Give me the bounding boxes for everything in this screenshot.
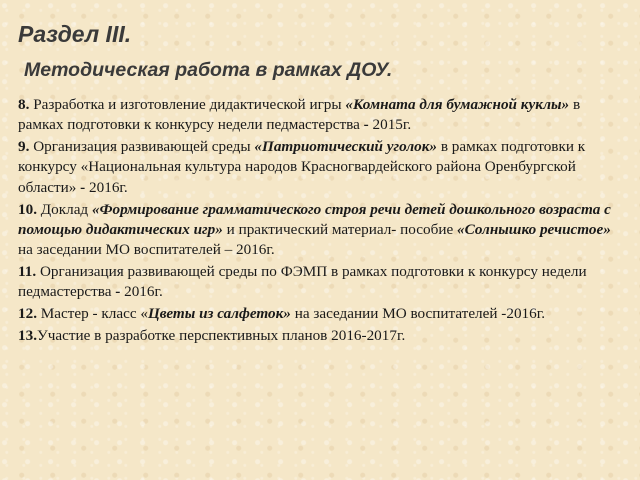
list-item [18, 200, 622, 261]
work-list [18, 95, 622, 348]
item-text: Разработка и изготовление дидактической игры [29, 96, 346, 113]
item-text: и практический материал- пособие [222, 220, 457, 238]
item-text: Участие в разработке перспективных планов 2016-2017г. [36, 327, 406, 345]
list-item [18, 137, 622, 198]
item-text: 2015г. [368, 116, 412, 134]
section-title: Раздел III. [18, 21, 132, 47]
item-text: на заседании МО воспитателей – 2016г. [18, 241, 275, 259]
item-text: Мастер - класс « [36, 305, 148, 323]
item-text: в рамках подготовки к конкурсу «Национальная культура народов Красногвардейского района Оренбургской области» [18, 138, 586, 196]
item-highlight: Цветы из салфеток» [147, 305, 291, 323]
list-item [18, 304, 622, 324]
item-text: Организация развивающей среды по ФЭМП в рамках подготовки к конкурсу недели педмастерства [18, 263, 587, 301]
item-text: в рамках подготовки к конкурсу недели педмастерства [18, 96, 581, 134]
item-number: 13. [18, 327, 37, 345]
item-number: 9. [18, 138, 30, 156]
item-highlight: «Патриотический уголок» [254, 138, 438, 156]
item-number: 8. [18, 96, 30, 113]
item-highlight: «Солнышко речистое» [457, 220, 611, 238]
item-text: Организация развивающей среды [29, 138, 255, 156]
item-number: 10. [18, 200, 37, 218]
item-text: 2016г. [120, 283, 163, 301]
item-text: Доклад [36, 200, 92, 218]
item-text: на заседании МО воспитателей -2016г. [290, 305, 546, 323]
item-number: 12. [18, 305, 37, 323]
list-item [18, 326, 622, 346]
item-text: 2016г. [85, 178, 128, 196]
item-dash: - [115, 283, 121, 301]
item-highlight: «Комната для бумажной куклы» [345, 96, 570, 113]
list-item [18, 95, 622, 136]
item-dash: - [363, 116, 369, 134]
item-highlight: «Формирование грамматического строя речи детей дошкольного возраста с помощью дидактических игр» [18, 200, 611, 238]
section-subtitle: Методическая работа в рамках ДОУ. [24, 59, 393, 81]
list-item [18, 262, 622, 303]
item-number: 11. [18, 263, 37, 281]
item-dash: - [80, 178, 86, 196]
